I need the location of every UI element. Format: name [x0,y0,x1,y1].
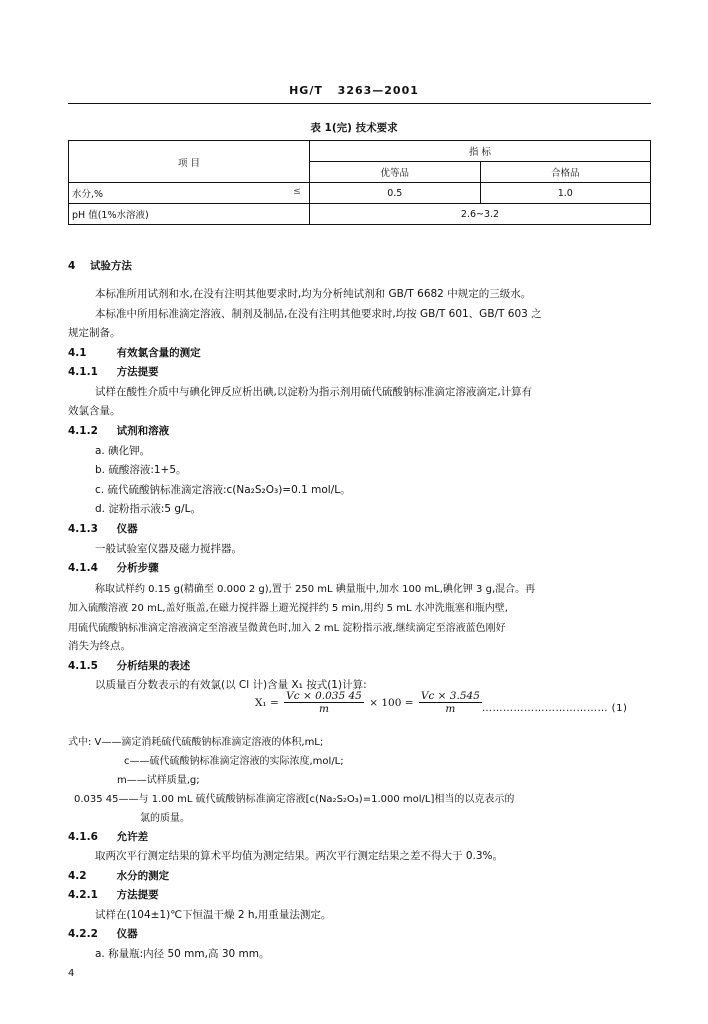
section-number: 4.2.1 [68,889,98,901]
section-heading [68,364,159,379]
table-header-qualified: 合格品 [480,162,651,183]
section-title: 分析步骤 [116,562,159,574]
table-cell-merged: 2.6~3.2 [310,204,651,225]
table-header-superior: 优等品 [310,162,481,183]
section-heading [68,829,148,844]
section-title: 仪器 [116,928,138,940]
paragraph: 一般试验室仪器及磁力搅拌器。 [95,543,242,555]
section-title: 允许差 [116,831,149,843]
paragraph: 以质量百分数表示的有效氯(以 Cl 计)含量 X₁ 按式(1)计算: [95,679,367,691]
paragraph: 本标准中所用标准滴定溶液、制剂及制品,在没有注明其他要求时,均按 GB/T 601、GB/T 603 之 [95,308,542,320]
fraction-denominator: m [445,703,456,715]
paragraph: 规定制备。 [68,327,121,339]
paragraph: 取两次平行测定结果的算术平均值为测定结果。两次平行测定结果之差不得大于 0.3%。 [95,850,504,862]
section-title: 方法提要 [116,889,159,901]
section-heading [68,521,138,536]
section-heading [68,887,159,902]
table-cell-superior: 0.5 [310,183,481,204]
section-number: 4.1.6 [68,831,98,843]
technical-requirements-table [68,140,651,225]
formula-times: × 100 = [369,696,414,709]
section-title: 分析结果的表述 [116,660,191,672]
section-heading [68,423,169,438]
paragraph: 称取试样约 0.15 g(精确至 0.000 2 g),置于 250 mL 碘量瓶中,加水 100 mL,碘化钾 3 g,混合。再 [95,584,536,595]
section-number: 4.1 [68,347,87,359]
table-cell-item [69,183,310,204]
section-title: 有效氯含量的测定 [116,347,201,359]
limit-symbol: ≤ [293,186,301,197]
section-heading [68,560,159,575]
header-rule [68,103,651,104]
list-item: b. 硫酸溶液:1+5。 [95,464,187,476]
table-row [69,183,651,204]
section-heading [68,658,190,673]
formula-lhs: X₁ = [255,696,279,709]
paragraph: 用硫代硫酸钠标准滴定溶液滴定至溶液呈微黄色时,加入 2 mL 淀粉指示液,继续滴定至溶液蓝色刚好 [68,623,506,634]
where-line: c——硫代硫酸钠标准滴定溶液的实际浓度,mol/L; [124,756,344,767]
section-number: 4.1.1 [68,366,98,378]
section-title: 仪器 [116,523,138,535]
formula-1 [255,690,484,715]
table-cell-qualified: 1.0 [480,183,651,204]
list-item: c. 硫代硫酸钠标准滴定溶液:c(Na₂S₂O₃)=0.1 mol/L。 [95,484,351,496]
where-line: m——试样质量,g; [117,775,200,786]
table-caption: 表 1(完) 技术要求 [310,122,398,134]
page-number: 4 [68,968,75,979]
section-title: 方法提要 [116,366,159,378]
formula-fraction [419,690,482,715]
section-title: 试剂和溶液 [116,425,170,437]
section-title: 试验方法 [89,260,132,272]
section-number: 4.2.2 [68,928,98,940]
paragraph: 消失为终点。 [68,640,131,652]
fraction-numerator: Vc × 0.035 45 [286,690,362,702]
paragraph: 试样在(104±1)℃下恒温干燥 2 h,用重量法测定。 [95,909,332,921]
section-number: 4 [68,260,76,272]
item-label: 水分,% [72,189,104,200]
table-row [69,204,651,225]
paragraph: 加入硫酸溶液 20 mL,盖好瓶盖,在磁力搅拌器上避光搅拌约 5 min,用约 5 mL 水冲洗瓶塞和瓶内壁, [68,603,508,614]
where-line: 式中: V——滴定消耗硫代硫酸钠标准滴定溶液的体积,mL; [68,737,324,748]
list-item: d. 淀粉指示液:5 g/L。 [95,503,201,515]
formula-fraction [284,690,364,715]
equation-number: ……………………………… (1) [482,703,628,714]
section-heading [68,868,169,883]
section-title: 水分的测定 [116,870,170,882]
list-item: a. 称量瓶:内径 50 mm,高 30 mm。 [95,948,270,960]
table-header-index: 指 标 [310,141,651,162]
section-number: 4.1.3 [68,523,98,535]
section-number: 4.1.4 [68,562,98,574]
standard-code-header: HG/T 3263—2001 [289,84,419,97]
fraction-denominator: m [319,703,329,715]
where-line: 0.035 45——与 1.00 mL 硫代硫酸钠标准滴定溶液[c(Na₂S₂O₃)=1.000 mol/L]相当的以克表示的 [74,794,515,805]
section-heading [68,345,201,360]
section-number: 4.2 [68,870,87,882]
paragraph: 试样在酸性介质中与碘化钾反应析出碘,以淀粉为指示剂用硫代硫酸钠标准滴定溶液滴定,计算有 [95,386,533,398]
section-heading [68,926,138,941]
table-header-item: 项 目 [69,141,310,183]
section-heading [68,258,132,273]
fraction-numerator: Vc × 3.545 [420,690,480,702]
where-line: 氯的质量。 [140,813,190,824]
section-number: 4.1.2 [68,425,98,437]
section-number: 4.1.5 [68,660,98,672]
paragraph: 效氯含量。 [68,405,121,417]
paragraph: 本标准所用试剂和水,在没有注明其他要求时,均为分析纯试剂和 GB/T 6682 中规定的三级水。 [95,288,532,300]
list-item: a. 碘化钾。 [95,445,151,457]
table-cell-item: pH 值(1%水溶液) [69,204,310,225]
